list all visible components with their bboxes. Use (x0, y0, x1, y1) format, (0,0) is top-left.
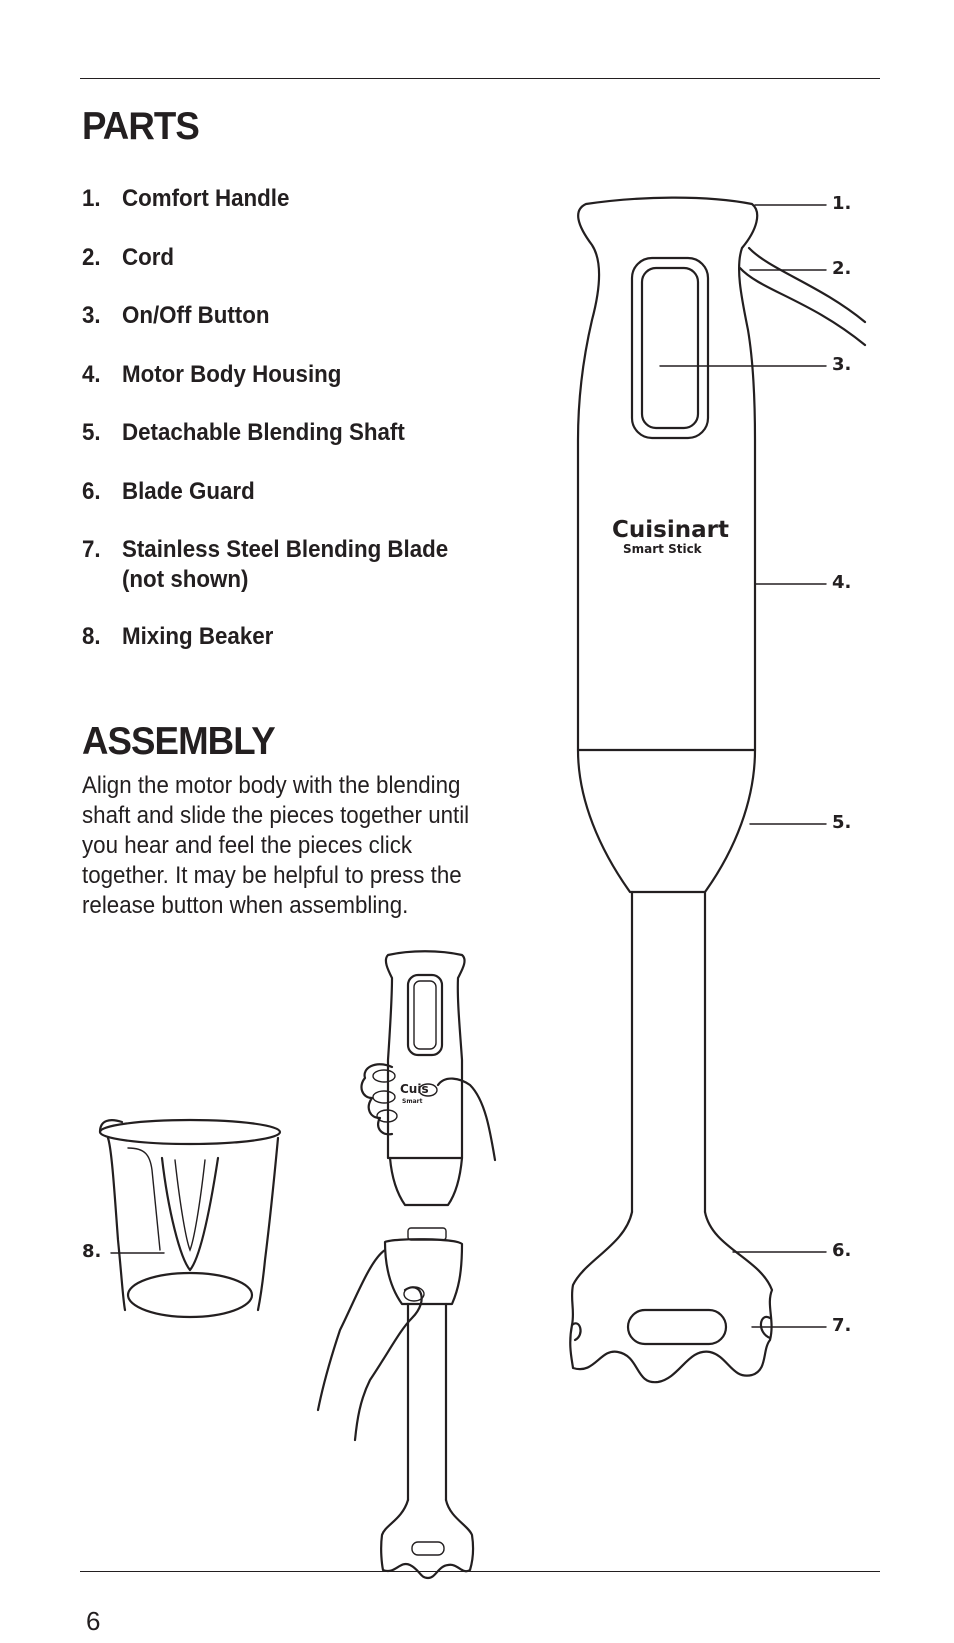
callout-4: 4. (832, 572, 852, 593)
small-product-logo: Smart (402, 1098, 423, 1105)
item-number: 2. (82, 244, 101, 271)
assembly-instructions: Align the motor body with the blending shaft and slide the pieces together until you hear and feel the pieces click together. It may be helpful to press the release button when assembling. (82, 772, 470, 919)
item-number: 8. (82, 623, 101, 650)
hand-holding-shaft (318, 1250, 422, 1440)
finger (373, 1070, 395, 1082)
item-number: 4. (82, 361, 101, 388)
callout-7: 7. (832, 1315, 852, 1336)
item-number: 7. (82, 536, 101, 563)
bottom-rule (80, 1571, 880, 1572)
brand-logo: Cuisinart (612, 517, 729, 543)
callout-5: 5. (832, 812, 852, 833)
mixing-beaker-drawing (100, 1120, 280, 1317)
small-brand-logo: Cuis (400, 1082, 429, 1096)
blade-guard-outline (570, 1212, 772, 1382)
blade-window (628, 1310, 726, 1344)
item-number: 3. (82, 302, 101, 329)
callout-8: 8. (82, 1241, 102, 1262)
item-number: 1. (82, 185, 101, 212)
item-label: Detachable Blending Shaft (121, 419, 405, 446)
page-number: 6 (86, 1606, 101, 1636)
item-label: Cord (121, 244, 175, 271)
on-off-button-inner (642, 268, 698, 428)
small-motor-collar (390, 1158, 462, 1205)
beaker-bottom (128, 1273, 252, 1317)
item-label: On/Off Button (121, 302, 270, 329)
assembly-illustration (318, 951, 495, 1578)
callout-6: 6. (832, 1240, 852, 1261)
finger (373, 1091, 395, 1103)
shaft-tube (408, 1304, 446, 1500)
blade-guard-notch-left (572, 1323, 581, 1340)
item-label: Stainless Steel Blending Blade (not shown) (121, 536, 449, 593)
blending-shaft-collar (578, 750, 755, 892)
cord-outline-inner (740, 268, 865, 345)
hand-holding-motor (361, 1064, 495, 1160)
parts-heading: PARTS (82, 105, 199, 148)
comfort-handle-outline (578, 198, 757, 750)
callout-1: 1. (832, 193, 852, 214)
item-label: Mixing Beaker (121, 623, 274, 650)
small-blade-window (412, 1542, 444, 1555)
product-logo: Smart Stick (623, 542, 702, 556)
beaker-inner-shape-2 (175, 1160, 205, 1250)
hand-blender-drawing (570, 198, 865, 1383)
item-number: 5. (82, 419, 101, 446)
callout-3: 3. (832, 354, 852, 375)
beaker-rim (100, 1120, 280, 1144)
item-label: Blade Guard (121, 478, 255, 505)
item-label: Motor Body Housing (121, 361, 342, 388)
beaker-body (108, 1138, 278, 1310)
small-blade-guard (381, 1500, 473, 1578)
assembly-heading: ASSEMBLY (82, 720, 275, 763)
beaker-handle (128, 1148, 160, 1250)
small-on-off-button (408, 975, 442, 1055)
item-number: 6. (82, 478, 101, 505)
item-label: Comfort Handle (121, 185, 290, 212)
small-on-off-button-inner (414, 981, 436, 1049)
beaker-inner-shape (162, 1158, 218, 1270)
callout-2: 2. (832, 258, 852, 279)
blending-shaft (632, 892, 705, 1212)
on-off-button-outer (632, 258, 708, 438)
